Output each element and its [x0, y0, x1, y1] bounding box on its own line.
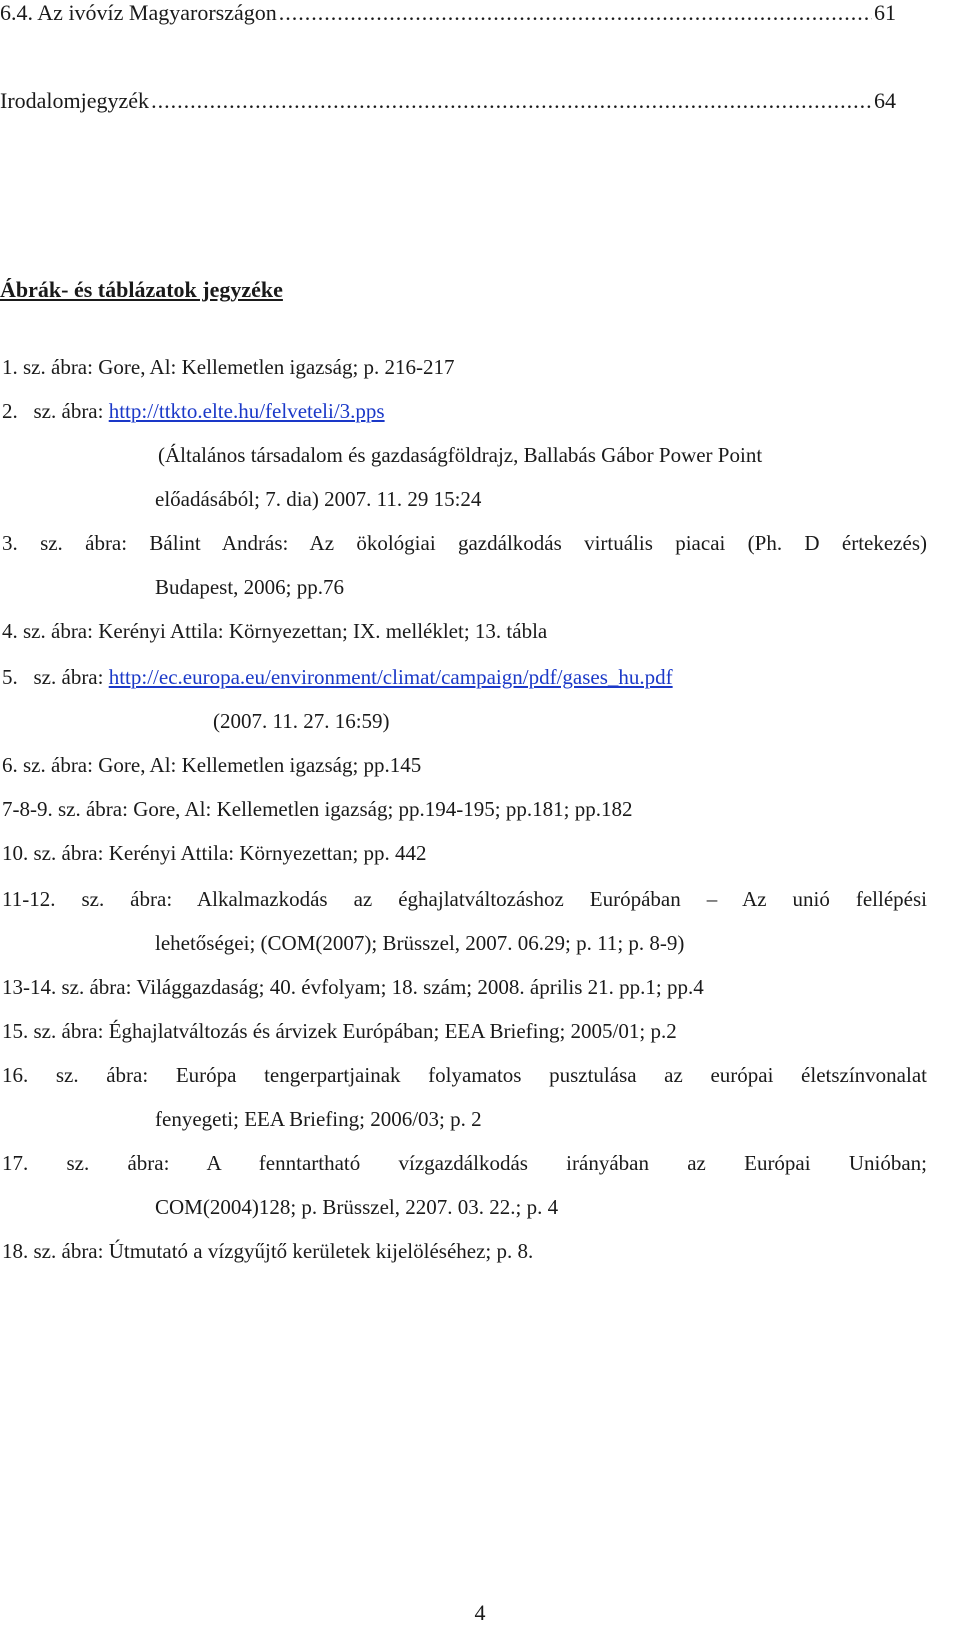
figure-entry: 7-8-9. sz. ábra: Gore, Al: Kellemetlen igazság; pp.194-195; pp.181; pp.182	[2, 797, 633, 821]
figure-entry-prefix: 2. sz. ábra:	[2, 399, 109, 423]
toc-entry-page: 61	[874, 0, 896, 25]
figure-source-link[interactable]: http://ttkto.elte.hu/felveteli/3.pps	[108, 399, 385, 423]
figure-entry-continuation: Budapest, 2006; pp.76	[155, 575, 344, 599]
figure-source-link[interactable]: http://ec.europa.eu/environment/climat/campaign/pdf/gases_hu.pdf	[108, 665, 673, 689]
toc-entry-title: Irodalomjegyzék	[0, 88, 150, 113]
figure-entry-continuation: előadásából; 7. dia) 2007. 11. 29 15:24	[155, 487, 482, 511]
toc-entry-page: 64	[874, 88, 896, 113]
figure-entry: 11-12. sz. ábra: Alkalmazkodás az éghajlatváltozáshoz Európában – Az unió fellépési	[2, 887, 927, 911]
figure-entry-continuation: COM(2004)128; p. Brüsszel, 2207. 03. 22.; p. 4	[155, 1195, 559, 1219]
toc-dot-leader	[151, 88, 872, 114]
figure-entry	[2, 664, 673, 690]
figure-entry: 15. sz. ábra: Éghajlatváltozás és árvizek Európában; EEA Briefing; 2005/01; p.2	[2, 1019, 677, 1043]
figure-entry: 10. sz. ábra: Kerényi Attila: Környezettan; pp. 442	[2, 841, 427, 865]
figure-entry-continuation: lehetőségei; (COM(2007); Brüsszel, 2007. 06.29; p. 11; p. 8-9)	[155, 931, 685, 955]
figure-entry-continuation: (Általános társadalom és gazdaságföldrajz, Ballabás Gábor Power Point	[158, 443, 763, 467]
figure-entry: 4. sz. ábra: Kerényi Attila: Környezettan; IX. melléklet; 13. tábla	[2, 619, 548, 643]
figure-entry: 6. sz. ábra: Gore, Al: Kellemetlen igazság; pp.145	[2, 753, 422, 777]
toc-entry	[0, 88, 896, 114]
figure-entry-continuation: (2007. 11. 27. 16:59)	[213, 709, 390, 733]
figure-entry: 13-14. sz. ábra: Világgazdaság; 40. évfolyam; 18. szám; 2008. április 21. pp.1; pp.4	[2, 975, 704, 999]
figures-heading: Ábrák- és táblázatok jegyzéke	[0, 277, 283, 302]
figure-entry	[2, 398, 385, 424]
figure-entry: 16. sz. ábra: Európa tengerpartjainak folyamatos pusztulása az európai életszínvonalat	[2, 1063, 927, 1087]
toc-entry	[0, 0, 896, 26]
figure-entry: 1. sz. ábra: Gore, Al: Kellemetlen igazság; p. 216-217	[2, 355, 455, 379]
toc-dot-leader	[279, 0, 872, 26]
figure-entry: 18. sz. ábra: Útmutató a vízgyűjtő kerületek kijelöléséhez; p. 8.	[2, 1239, 534, 1263]
page-number: 4	[474, 1600, 486, 1625]
toc-entry-title: 6.4. Az ivóvíz Magyarországon	[0, 0, 277, 25]
figure-entry: 17. sz. ábra: A fenntartható vízgazdálkodás irányában az Európai Unióban;	[2, 1151, 927, 1175]
figure-entry-continuation: fenyegeti; EEA Briefing; 2006/03; p. 2	[155, 1107, 482, 1131]
figure-entry-prefix: 5. sz. ábra:	[2, 665, 109, 689]
figure-entry: 3. sz. ábra: Bálint András: Az ökológiai gazdálkodás virtuális piacai (Ph. D értekezés)	[2, 531, 927, 555]
